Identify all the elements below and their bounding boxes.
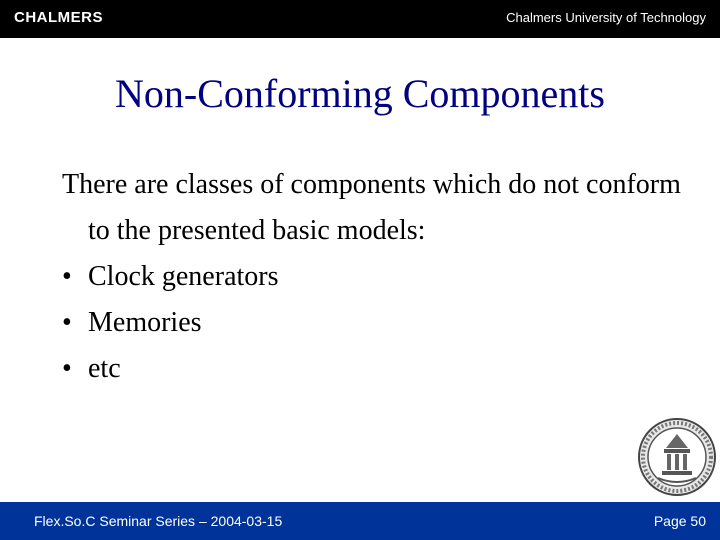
bullet-item — [62, 346, 682, 392]
bullet-text: etc — [88, 353, 121, 384]
footer-bar — [0, 502, 720, 540]
university-name: Chalmers University of Technology — [506, 10, 706, 25]
bullet-glyph: • — [62, 307, 72, 338]
slide-title: Non-Conforming Components — [115, 71, 605, 116]
bullet-item — [62, 254, 682, 300]
page-number: Page 50 — [653, 513, 706, 529]
chalmers-seal-icon — [636, 416, 718, 498]
bullet-glyph: • — [62, 261, 72, 292]
bullet-text: Clock generators — [88, 261, 279, 292]
header-bar — [0, 0, 720, 38]
footer-series: Flex.So.C Seminar Series – 2004-03-15 — [34, 513, 283, 529]
bullet-glyph: • — [62, 353, 72, 384]
bullet-text: Memories — [88, 307, 202, 338]
slide-body — [62, 162, 682, 392]
chalmers-logo: CHALMERS — [14, 9, 103, 26]
bullet-item — [62, 300, 682, 346]
intro-text: There are classes of components which do not conform to the presented basic models: — [62, 169, 681, 246]
